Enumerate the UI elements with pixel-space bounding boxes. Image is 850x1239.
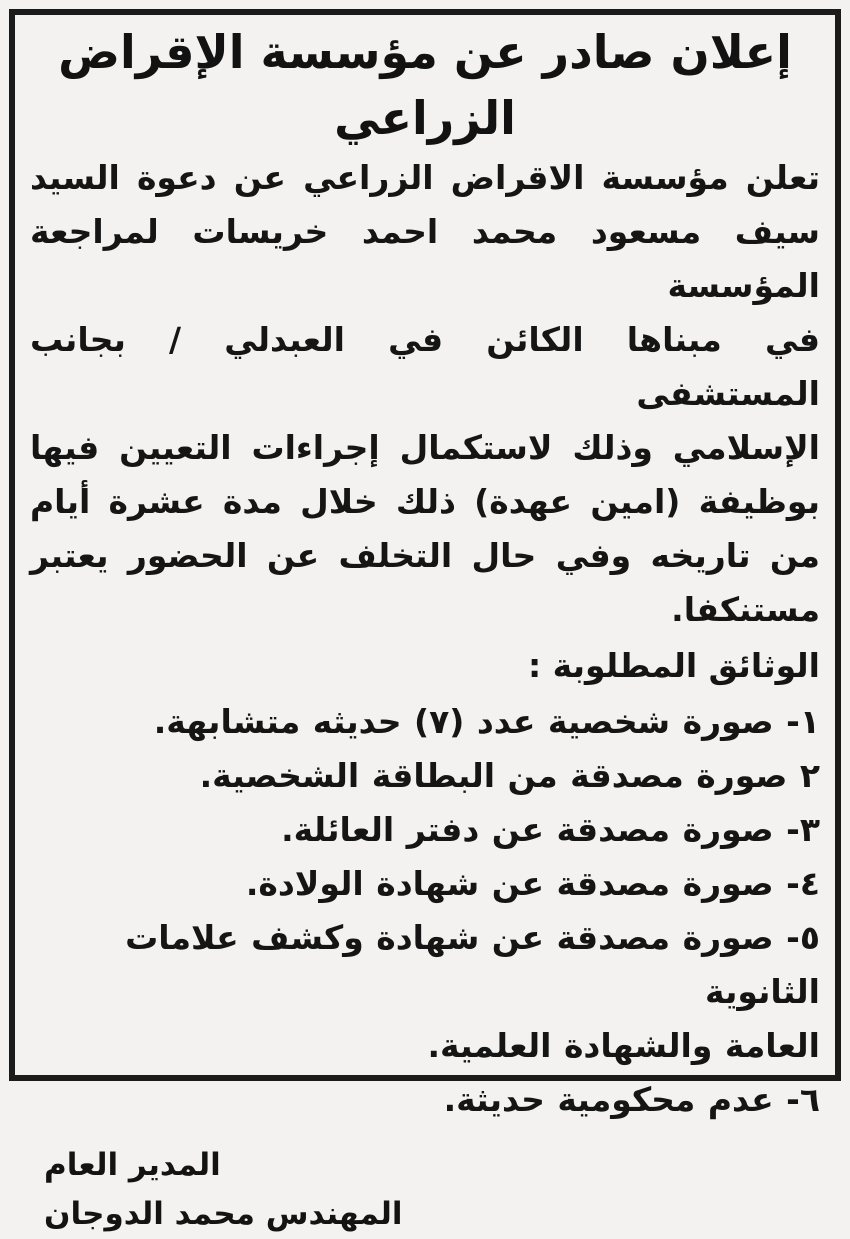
body-line-3: في مبناها الكائن في العبدلي / بجانب المستشفى <box>30 320 820 413</box>
body-line-5: بوظيفة (امين عهدة) ذلك خلال مدة عشرة أيام <box>30 482 820 521</box>
announcement-body <box>30 151 820 637</box>
signature-person-name: المهندس محمد الدوجان <box>44 1196 403 1232</box>
document-item-1: ١- صورة شخصية عدد (٧) حديثه متشابهة. <box>153 702 820 741</box>
body-line-1: تعلن مؤسسة الاقراض الزراعي عن دعوة السيد <box>30 158 820 197</box>
announcement-content <box>15 15 835 1239</box>
document-item-6: ٦- عدم محكومية حديثة. <box>443 1080 820 1119</box>
signature-block <box>30 1141 820 1239</box>
signature-job-title: المدير العام <box>44 1147 221 1183</box>
body-line-6: من تاريخه وفي حال التخلف عن الحضور يعتبر <box>30 536 820 575</box>
document-item-2: ٢ صورة مصدقة من البطاقة الشخصية. <box>199 756 820 795</box>
document-item-5-line-1: ٥- صورة مصدقة عن شهادة وكشف علامات الثانوية <box>125 918 820 1011</box>
body-line-7: مستنكفا. <box>671 590 820 629</box>
document-item-4: ٤- صورة مصدقة عن شهادة الولادة. <box>245 864 820 903</box>
body-line-2: سيف مسعود محمد احمد خريسات لمراجعة المؤسسة <box>30 212 820 305</box>
document-item-3: ٣- صورة مصدقة عن دفتر العائلة. <box>281 810 820 849</box>
required-documents-heading: الوثائق المطلوبة : <box>527 646 820 685</box>
announcement-title-line-2: الزراعي <box>334 91 516 145</box>
announcement-border-frame <box>9 9 841 1232</box>
body-line-4: الإسلامي وذلك لاستكمال إجراءات التعيين فيها <box>30 428 820 467</box>
announcement-title-line-1: إعلان صادر عن مؤسسة الإقراض <box>58 25 792 79</box>
announcement-title <box>30 19 820 151</box>
required-documents-list <box>30 695 820 1127</box>
document-item-5-line-2: العامة والشهادة العلمية. <box>427 1026 820 1065</box>
